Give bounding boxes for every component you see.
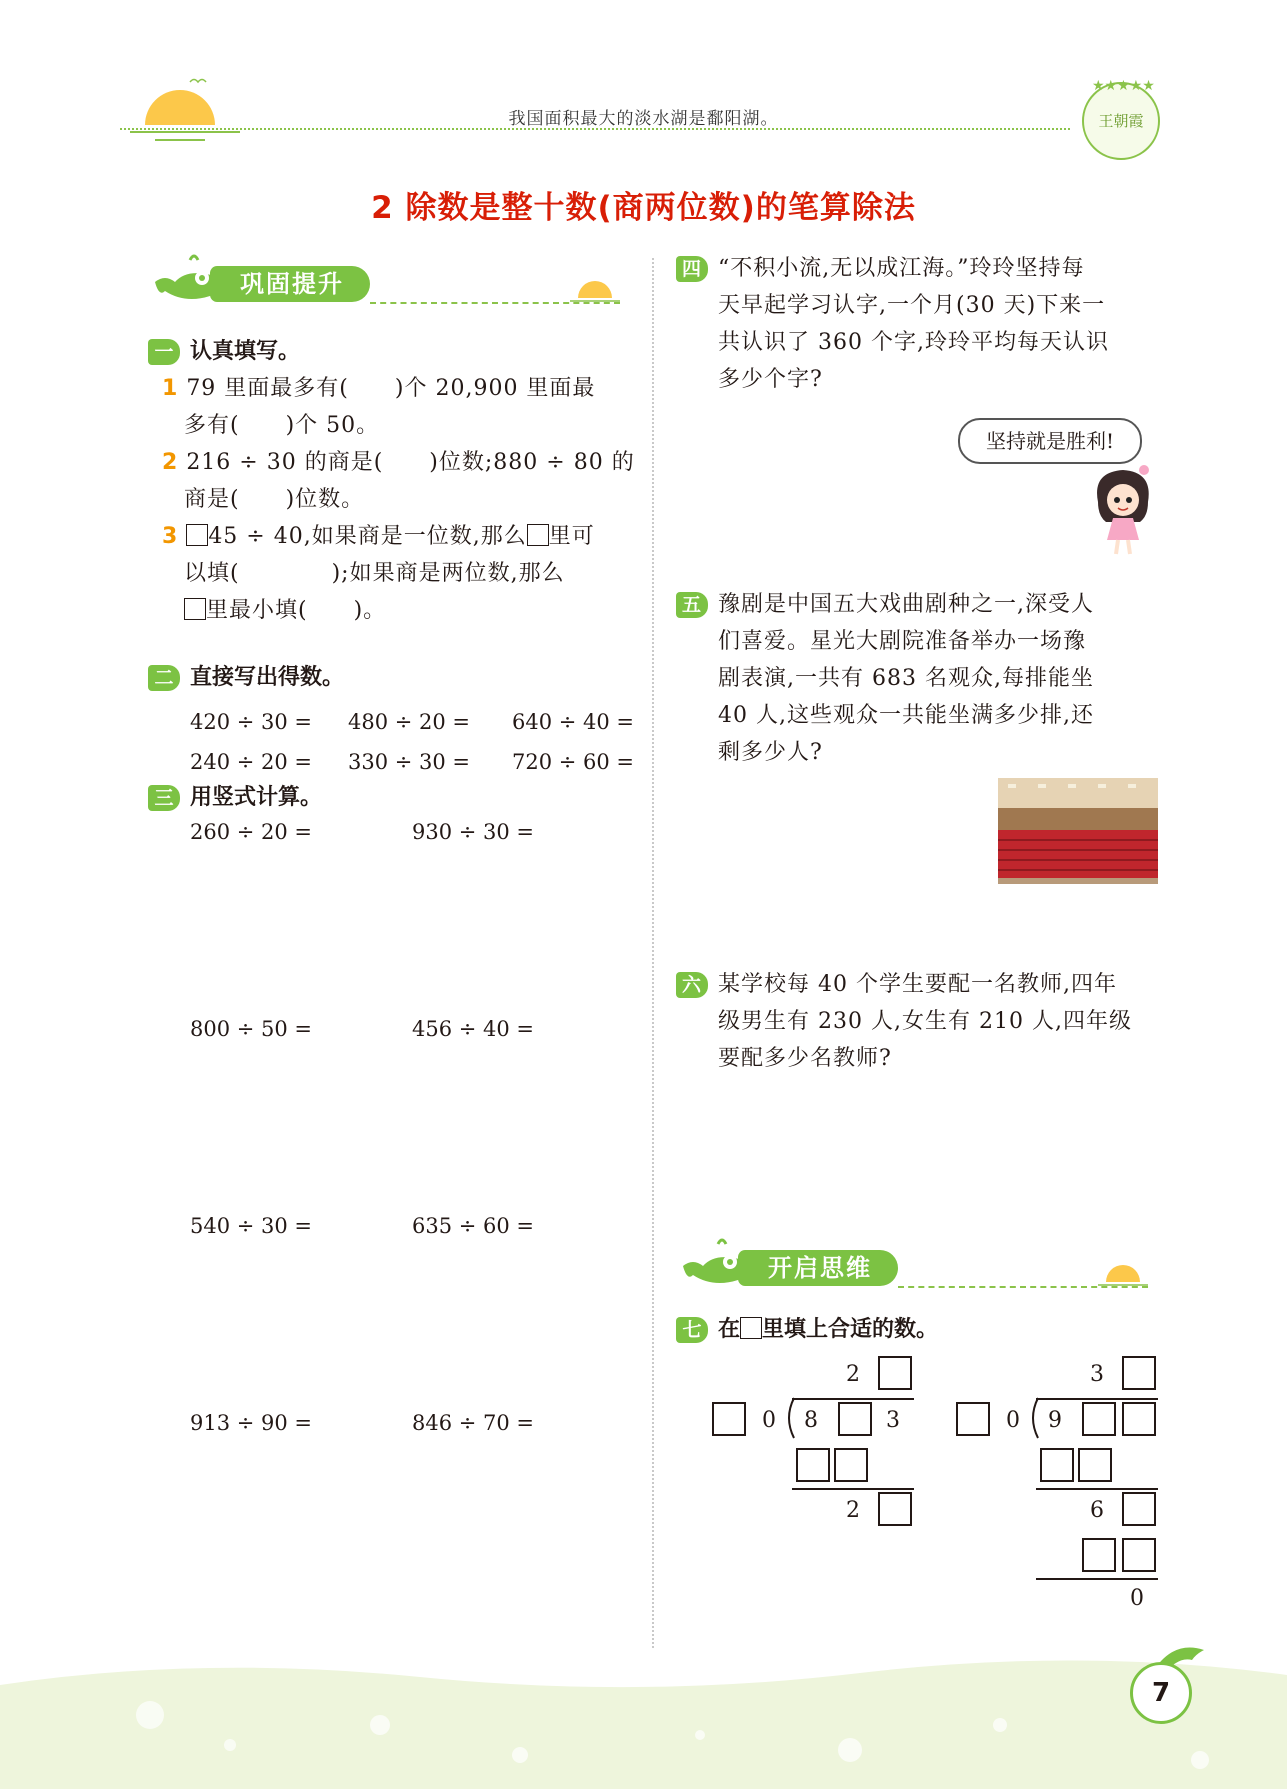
answer-box[interactable] — [796, 1448, 830, 1482]
q1-heading: 一 认真填写。 — [148, 334, 300, 365]
divisor-digit: 0 — [762, 1408, 776, 1433]
banner-consolidate — [150, 262, 620, 308]
calc-item: 640 ÷ 40 = — [512, 710, 635, 734]
page-number: 7 — [1130, 1662, 1192, 1724]
svg-text:★★★★★: ★★★★★ — [1092, 78, 1155, 94]
q4-badge: 四 — [676, 256, 708, 282]
q7-badge: 七 — [676, 1317, 708, 1343]
blank-box — [740, 1317, 762, 1339]
division-bracket — [1028, 1396, 1042, 1440]
answer-box[interactable] — [1078, 1448, 1112, 1482]
vertical-calc-4a: 913 ÷ 90 = — [190, 1411, 313, 1435]
stars-icon — [1084, 74, 1158, 94]
q5-badge: 五 — [676, 592, 708, 618]
final-remainder: 0 — [1130, 1586, 1144, 1611]
girl-cartoon-icon — [1088, 462, 1158, 562]
q6-badge: 六 — [676, 972, 708, 998]
quotient-digit: 2 — [846, 1362, 860, 1387]
q2-heading: 二 直接写出得数。 — [148, 660, 344, 691]
dividend-digit: 9 — [1048, 1408, 1062, 1433]
vertical-calc-2b: 456 ÷ 40 = — [412, 1017, 535, 1041]
banner-label: 开启思维 — [738, 1250, 898, 1286]
q1-2-line1: 216 ÷ 30 的商是( )位数;880 ÷ 80 的 — [186, 450, 635, 475]
header-divider — [120, 128, 1070, 130]
logo-text: 王朝霞 — [1098, 112, 1144, 130]
divisor-digit: 0 — [1006, 1408, 1020, 1433]
quotient-digit: 3 — [1090, 1362, 1104, 1387]
header-quote: 我国面积最大的淡水湖是鄱阳湖。 — [508, 109, 779, 129]
answer-box[interactable] — [1082, 1538, 1116, 1572]
answer-box[interactable] — [1082, 1402, 1116, 1436]
answer-box[interactable] — [1122, 1356, 1156, 1390]
blank-box[interactable] — [184, 598, 206, 620]
answer-box[interactable] — [956, 1402, 990, 1436]
sun-small-icon — [1098, 1252, 1148, 1288]
vertical-calc-3b: 635 ÷ 60 = — [412, 1214, 535, 1238]
q1-3-line1: 45 ÷ 40,如果商是一位数,那么 — [208, 524, 527, 549]
answer-box[interactable] — [1122, 1538, 1156, 1572]
remainder-digit: 2 — [846, 1498, 860, 1523]
calc-item: 420 ÷ 30 = — [190, 710, 313, 734]
q2-badge: 二 — [148, 665, 180, 691]
page-title: 2 除数是整十数(商两位数)的笔算除法 — [371, 190, 916, 226]
answer-box[interactable] — [834, 1448, 868, 1482]
vertical-calc-2a: 800 ÷ 50 = — [190, 1017, 313, 1041]
division-puzzle-2 — [944, 1350, 1174, 1620]
vertical-calc-3a: 540 ÷ 30 = — [190, 1214, 313, 1238]
answer-box[interactable] — [712, 1402, 746, 1436]
q1-1-line2: 多有( )个 50。 — [184, 413, 380, 438]
q1-1-line1: 79 里面最多有( )个 20,900 里面最 — [186, 376, 596, 401]
answer-box[interactable] — [838, 1402, 872, 1436]
banner-open-thinking — [678, 1246, 1158, 1292]
division-bracket — [784, 1396, 798, 1440]
q1-items: 1 79 里面最多有( )个 20,900 里面最 多有( )个 50。 2 216 ÷ 30 的商是( )位数;880 ÷ 80 的 商是( )位数。 3 45 ÷ 40,如果商是一位数,那么 里可 以填( );如果商是两位数,那么 里最小填( )。 — [162, 370, 642, 629]
q2-calc — [190, 702, 650, 782]
q4-text: 四 “不积小流,无以成江海。”玲玲坚持每 天早起学习认字,一个月(30 天)下来一 共认识了 360 个字,玲玲平均每天认识 多少个字? — [676, 250, 1176, 398]
calc-item: 330 ÷ 30 = — [348, 750, 471, 774]
division-puzzle-1 — [700, 1350, 930, 1530]
q3-heading: 三 用竖式计算。 — [148, 780, 322, 811]
column-divider — [652, 258, 654, 1648]
calc-item: 480 ÷ 20 = — [348, 710, 471, 734]
q1-badge: 一 — [148, 339, 180, 365]
q6-text: 六 某学校每 40 个学生要配一名教师,四年 级男生有 230 人,女生有 210 人,四年级 要配多少名教师? — [676, 966, 1176, 1077]
vertical-calc-1b: 930 ÷ 30 = — [412, 820, 535, 844]
q5-text: 五 豫剧是中国五大戏曲剧种之一,深受人 们喜爱。星光大剧院准备举办一场豫 剧表演,一共有 683 名观众,每排能坐 40 人,这些观众一共能坐满多少排,还 剩多少人? — [676, 586, 1176, 771]
q1-3-line2: 以填( );如果商是两位数,那么 — [184, 561, 565, 586]
calc-item: 240 ÷ 20 = — [190, 750, 313, 774]
dividend-digit: 8 — [804, 1408, 818, 1433]
blank-box[interactable] — [186, 524, 208, 546]
bottom-wave-decoration — [0, 1655, 1287, 1789]
q7-heading: 七 在 里填上合适的数。 — [676, 1312, 938, 1343]
answer-box[interactable] — [878, 1356, 912, 1390]
vertical-calc-1a: 260 ÷ 20 = — [190, 820, 313, 844]
q1-2-line2: 商是( )位数。 — [184, 487, 365, 512]
q1-3-line3: 里最小填( )。 — [206, 598, 387, 623]
speech-bubble — [958, 418, 1142, 464]
theater-photo — [998, 778, 1158, 884]
banner-label: 巩固提升 — [210, 266, 370, 302]
bubble-text: 坚持就是胜利! — [985, 429, 1115, 453]
answer-box[interactable] — [1122, 1402, 1156, 1436]
vertical-calc-4b: 846 ÷ 70 = — [412, 1411, 535, 1435]
calc-item: 720 ÷ 60 = — [512, 750, 635, 774]
sun-small-icon — [570, 268, 620, 304]
blank-box[interactable] — [527, 524, 549, 546]
partial-digit: 6 — [1090, 1498, 1104, 1523]
logo-seal — [1082, 78, 1160, 160]
dividend-digit: 3 — [886, 1408, 900, 1433]
answer-box[interactable] — [1122, 1492, 1156, 1526]
q3-badge: 三 — [148, 785, 180, 811]
answer-box[interactable] — [1040, 1448, 1074, 1482]
answer-box[interactable] — [878, 1492, 912, 1526]
